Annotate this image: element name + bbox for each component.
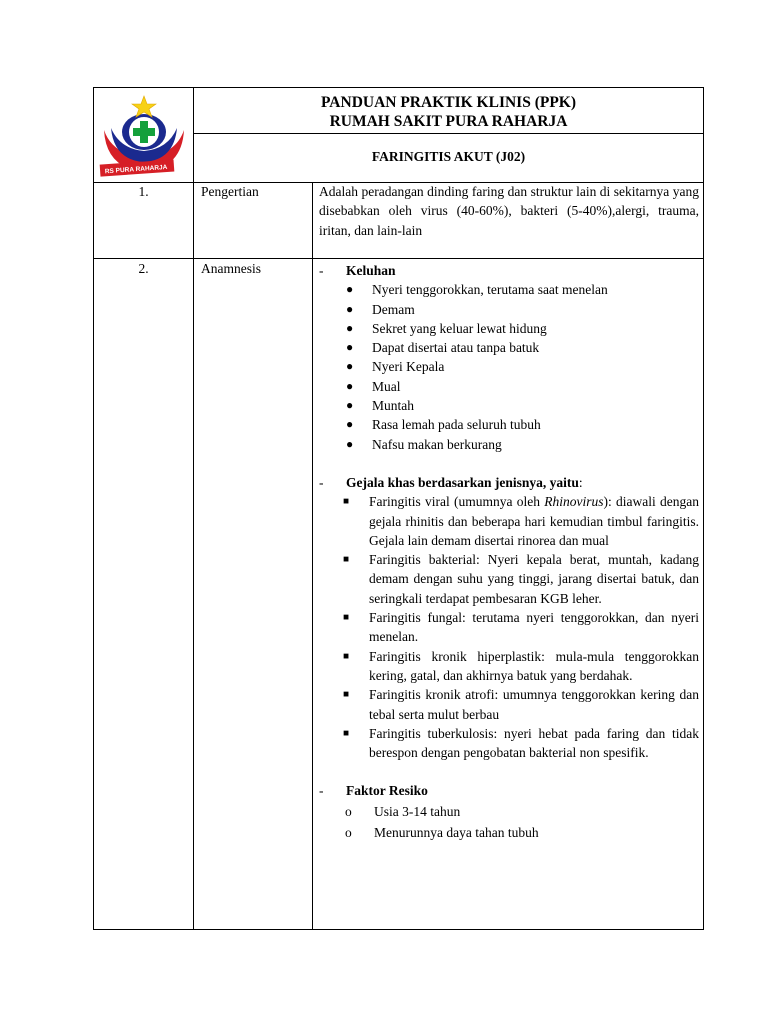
list-item: ● Dapat disertai atau tanpa batuk [319,338,699,357]
hospital-logo-icon [98,94,190,178]
bullet-icon: ● [346,378,354,393]
row-label: Pengertian [201,184,259,199]
faktor-resiko-list [319,801,699,843]
faktor-resiko-heading: - Faktor Resiko [319,781,699,800]
document-subtitle: FARINGITIS AKUT (J02) [371,149,526,164]
row-number: 1. [138,184,149,199]
list-item: ● Nyeri Kepala [319,357,699,376]
bullet-icon: ● [346,417,354,432]
list-item: ■ Faringitis viral (umumnya oleh Rhinovirus): diawali dengan gejala rhinitis dan beberapa hari kemudian timbul faringitis. Gejala lain demam disertai rinorea dan mual [343,494,699,548]
list-item: o Menurunnya daya tahan tubuh [319,822,699,843]
list-item: ■ Faringitis bakterial: Nyeri kepala berat, muntah, kadang demam dengan suhu yang tinggi, jarang disertai batuk, dan seringkali terdapat pembesaran KGB leher. [343,552,699,606]
list-item: ■ Faringitis kronik atrofi: umumnya tenggorokkan kering dan tebal serta mulut berbau [343,687,699,722]
bullet-icon: ● [346,301,354,316]
square-bullet-icon: ■ [343,689,350,701]
gejala-list [319,492,699,762]
circle-bullet-icon: o [345,824,352,840]
list-item: ● Nafsu makan berkurang [319,435,699,454]
bullet-icon: ● [346,398,354,413]
square-bullet-icon: ■ [343,554,350,566]
list-item: ● Sekret yang keluar lewat hidung [319,319,699,338]
list-item: ● Mual [319,377,699,396]
gejala-heading: - Gejala khas berdasarkan jenisnya, yaitu: [319,473,699,492]
bullet-icon: ● [346,436,354,451]
column-divider [193,88,194,930]
title-line-2: RUMAH SAKIT PURA RAHARJA [329,113,568,130]
list-item: ● Nyeri tenggorokkan, terutama saat menelan [319,280,699,299]
list-item: ● Muntah [319,396,699,415]
ppk-document-table [93,87,704,930]
keluhan-heading: - Keluhan [319,261,699,280]
list-item: ● Demam [319,300,699,319]
bullet-icon: ● [346,320,354,335]
title-line-1: PANDUAN PRAKTIK KLINIS (PPK) [320,94,577,111]
header-divider [193,133,704,134]
bullet-icon: ● [346,359,354,374]
dash-marker: - [319,263,324,278]
document-title [194,93,703,131]
square-bullet-icon: ■ [343,727,350,739]
square-bullet-icon: ■ [343,650,350,662]
list-item: o Usia 3-14 tahun [319,801,699,822]
hospital-logo [98,94,190,178]
row-number: 2. [138,261,149,276]
keluhan-list [319,280,699,454]
list-item: ■ Faringitis fungal: terutama nyeri tenggorokkan, dan nyeri menelan. [343,610,699,645]
dash-marker: - [319,783,324,799]
pengertian-text: Adalah peradangan dinding faring dan struktur lain di sekitarnya yang disebabkan oleh virus (40-60%), bakteri (5-40%),alergi, trauma, iritan, dan lain-lain [319,184,699,238]
square-bullet-icon: ■ [343,496,350,508]
column-divider [312,182,313,930]
dash-marker: - [319,474,324,490]
square-bullet-icon: ■ [343,612,350,624]
anamnesis-content [319,261,699,843]
list-item: ● Rasa lemah pada seluruh tubuh [319,415,699,434]
bullet-icon: ● [346,340,354,355]
bullet-icon: ● [346,282,354,297]
row-label: Anamnesis [201,261,261,276]
logo-text: RS PURA RAHARJA [104,163,168,176]
list-item: ■ Faringitis kronik hiperplastik: mula-mula tenggorokkan kering, gatal, dan akhirnya batuk yang berdahak. [343,648,699,683]
circle-bullet-icon: o [345,803,352,819]
list-item: ■ Faringitis tuberkulosis: nyeri hebat pada faring dan tidak berespon dengan pengobatan bakterial non spesifik. [343,725,699,761]
